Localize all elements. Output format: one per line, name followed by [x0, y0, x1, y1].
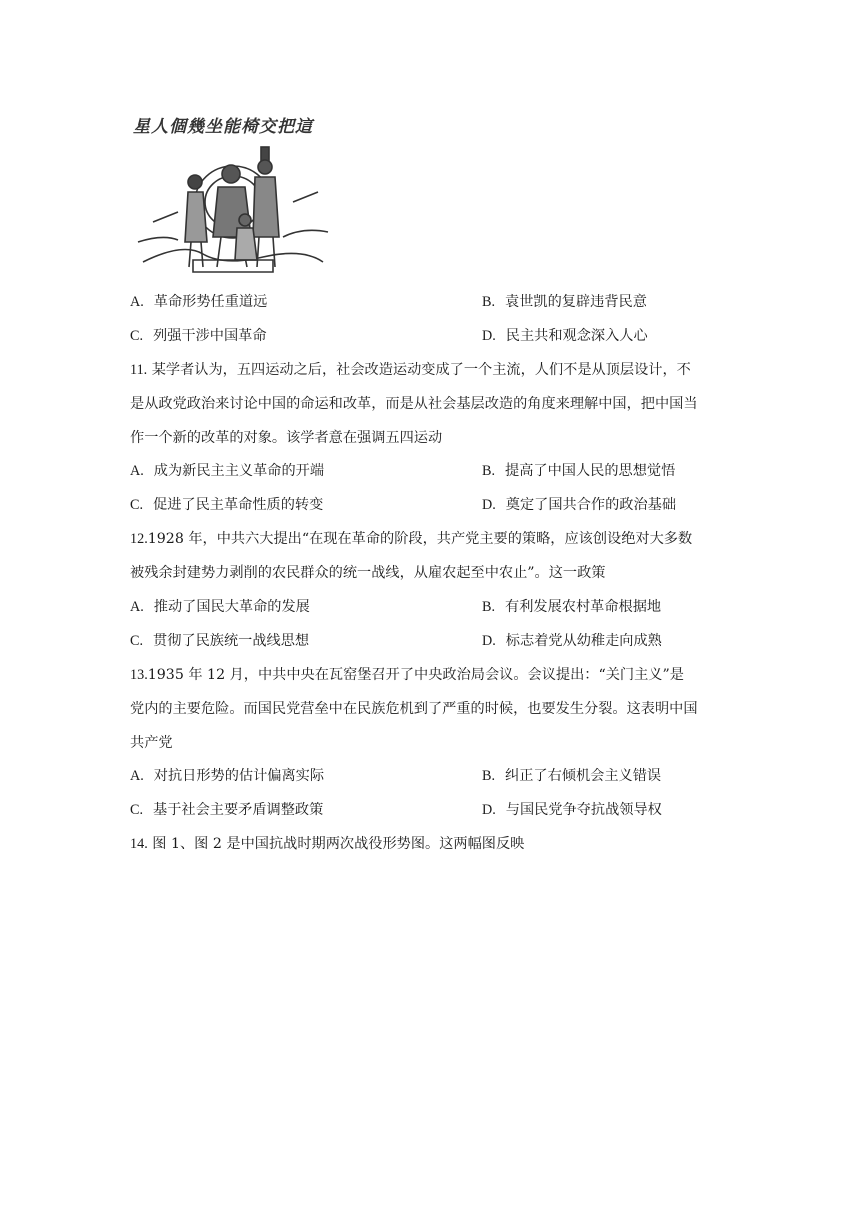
q12-stem-line-1: 12.1928 年，中共六大提出“在现在革命的阶段，共产党主要的策略，应该创设绝对大多数 [130, 531, 693, 547]
q11-option-a: A. 成为新民主主义革命的开端 [130, 463, 325, 479]
q11-option-d: D. 奠定了国共合作的政治基础 [482, 497, 677, 513]
cartoon-caption: 星人個幾坐能椅交把這 [133, 117, 313, 137]
q10-option-d: D. 民主共和观念深入人心 [482, 328, 648, 344]
q13-option-d: D. 与国民党争夺抗战领导权 [482, 802, 662, 818]
q12-option-c: C. 贯彻了民族统一战线思想 [130, 633, 310, 649]
q13-stem-line-1: 13.1935 年 12 月，中共中央在瓦窑堡召开了中央政治局会议。会议提出：“关门主义”是 [130, 667, 684, 683]
q13-option-b: B. 纠正了右倾机会主义错误 [482, 768, 662, 784]
q10-option-a: A. 革命形势任重道远 [130, 294, 268, 310]
q13-option-a: A. 对抗日形势的估计偏离实际 [130, 768, 325, 784]
cartoon-illustration-icon [133, 142, 333, 277]
q12-option-a: A. 推动了国民大革命的发展 [130, 599, 310, 615]
q11-option-c: C. 促进了民主革命性质的转变 [130, 497, 324, 513]
q12-option-d: D. 标志着党从幼稚走向成熟 [482, 633, 662, 649]
q10-option-c: C. 列强干涉中国革命 [130, 328, 267, 344]
q12-stem-line-2: 被残余封建势力剥削的农民群众的统一战线，从雇农起至中农止”。这一政策 [130, 565, 606, 581]
q14-stem-line-1: 14. 图 1、图 2 是中国抗战时期两次战役形势图。这两幅图反映 [130, 836, 525, 852]
q11-stem-line-3: 作一个新的改革的对象。该学者意在强调五四运动 [130, 430, 443, 446]
q13-option-c: C. 基于社会主要矛盾调整政策 [130, 802, 324, 818]
cartoon-figure [133, 112, 348, 277]
q11-stem-line-1: 11. 某学者认为，五四运动之后，社会改造运动变成了一个主流，人们不是从顶层设计，不 [130, 362, 691, 378]
q13-stem-line-2: 党内的主要危险。而国民党营垒中在民族危机到了严重的时候，也要发生分裂。这表明中国 [130, 701, 698, 717]
q12-option-b: B. 有利发展农村革命根据地 [482, 599, 662, 615]
q11-stem-line-2: 是从政党政治来讨论中国的命运和改革，而是从社会基层改造的角度来理解中国，把中国当 [130, 396, 698, 412]
q10-option-b: B. 袁世凯的复辟违背民意 [482, 294, 647, 310]
q11-option-b: B. 提高了中国人民的思想觉悟 [482, 463, 676, 479]
q13-stem-line-3: 共产党 [130, 735, 173, 751]
